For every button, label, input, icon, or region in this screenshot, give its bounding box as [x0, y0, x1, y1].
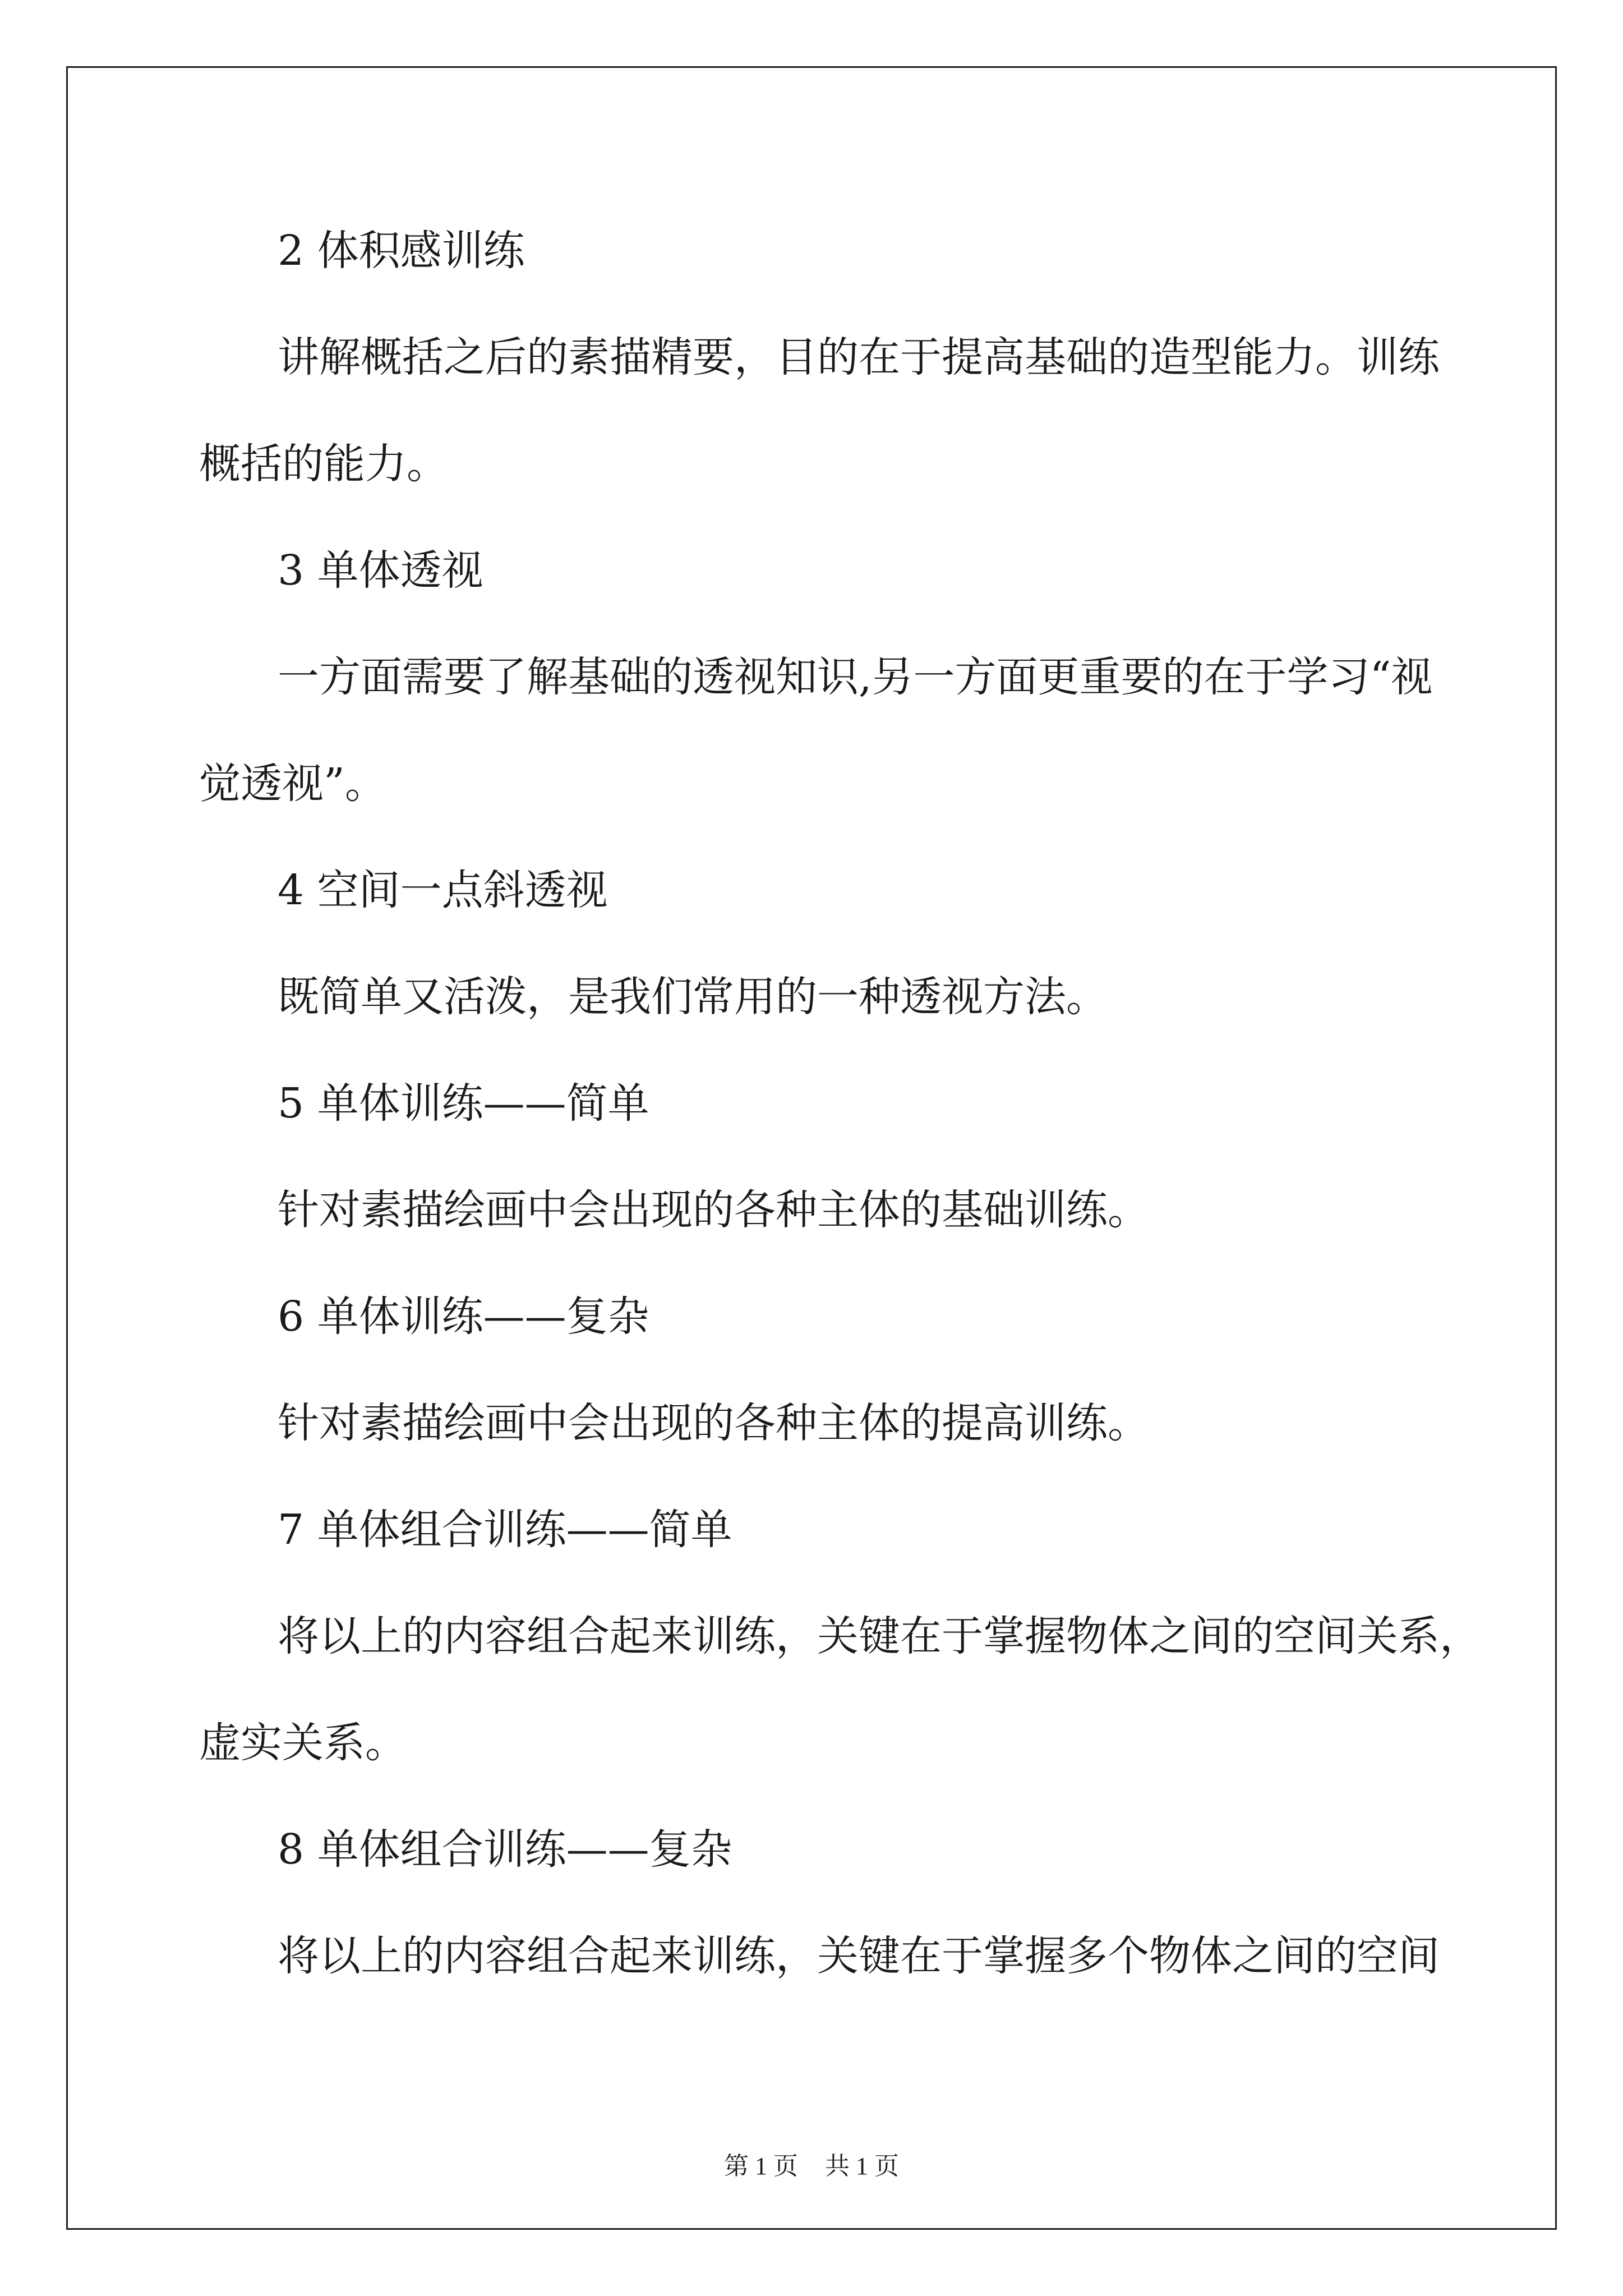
paragraph-line: 针对素描绘画中会出现的各种主体的基础训练。	[278, 1186, 1149, 1234]
heading-single-simple: 5 单体训练——简单	[278, 1079, 649, 1128]
paragraph-line: 既简单又活泼，是我们常用的一种透视方法。	[278, 973, 1108, 1021]
page-total: 共 1 页	[825, 2152, 899, 2180]
heading-combo-simple: 7 单体组合训练——简单	[278, 1506, 732, 1554]
paragraph-line: 一方面需要了解基础的透视知识,另一方面更重要的在于学习“视	[278, 653, 1433, 701]
page-number: 第 1 页	[724, 2152, 798, 2180]
heading-single-perspective: 3 单体透视	[278, 546, 483, 595]
paragraph-line: 讲解概括之后的素描精要，目的在于提高基础的造型能力。训练	[278, 333, 1440, 381]
heading-volume-training: 2 体积感训练	[278, 227, 525, 275]
paragraph-line: 针对素描绘画中会出现的各种主体的提高训练。	[278, 1399, 1149, 1447]
paragraph-line: 觉透视”。	[199, 760, 386, 808]
page-border	[66, 66, 1557, 2230]
heading-combo-complex: 8 单体组合训练——复杂	[278, 1825, 732, 1874]
heading-single-complex: 6 单体训练——复杂	[278, 1292, 649, 1341]
heading-one-point-perspective: 4 空间一点斜透视	[278, 866, 608, 914]
page-footer	[0, 2154, 1623, 2179]
paragraph-line: 将以上的内容组合起来训练，关键在于掌握物体之间的空间关系，	[278, 1612, 1481, 1660]
paragraph-line: 虚实关系。	[199, 1719, 407, 1767]
paragraph-line: 将以上的内容组合起来训练，关键在于掌握多个物体之间的空间	[278, 1932, 1440, 1980]
paragraph-line: 概括的能力。	[199, 440, 448, 488]
